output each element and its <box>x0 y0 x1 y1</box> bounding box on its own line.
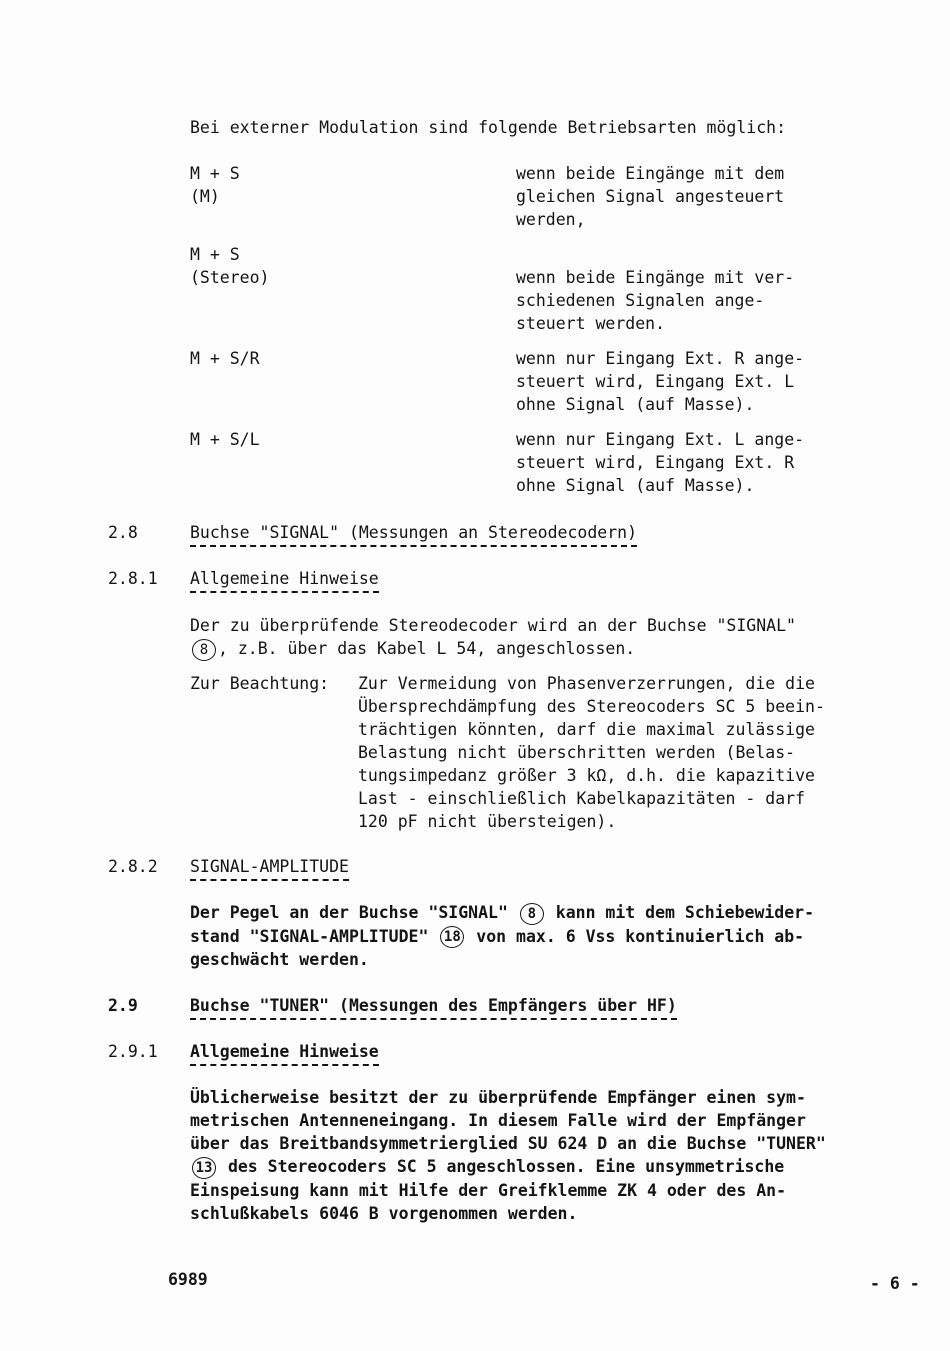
paragraph-2-9-1-line-3: über das Breitbandsymmetrierglied SU 624 D an die Buchse "TUNER" <box>190 1134 826 1153</box>
mode-label-m-s-l: M + S/L <box>190 430 260 449</box>
paragraph-2-8-2-text-4: von max. 6 Vss kontinuierlich ab- <box>476 926 805 946</box>
paragraph-2-8-2-text-3: stand "SIGNAL-AMPLITUDE" <box>190 926 429 946</box>
callout-18-icon: 18 <box>440 926 464 948</box>
section-number-2-9: 2.9 <box>108 996 138 1015</box>
callout-13-icon: 13 <box>192 1157 216 1179</box>
paragraph-2-8-2-text-5: geschwächt werden. <box>190 950 369 969</box>
mode-label-m-s-stereo: M + S (Stereo) <box>190 245 270 287</box>
section-number-2-8-2: 2.8.2 <box>108 857 158 876</box>
paragraph-2-8-2-text-1: Der Pegel an der Buchse "SIGNAL" <box>190 903 508 922</box>
section-title-2-8-2: SIGNAL-AMPLITUDE <box>190 855 349 881</box>
paragraph-2-9-1-line-5: Einspeisung kann mit Hilfe der Greifklemme ZK 4 oder des An- <box>190 1180 787 1200</box>
intro-line: Bei externer Modulation sind folgende Betriebsarten möglich: <box>190 118 787 137</box>
section-title-2-9: Buchse "TUNER" (Messungen des Empfängers über HF) <box>190 994 677 1020</box>
paragraph-2-8-1-line-2: , z.B. über das Kabel L 54, angeschlossen. <box>218 639 636 658</box>
paragraph-2-8-2 <box>190 901 870 971</box>
section-title-2-8-1: Allgemeine Hinweise <box>190 567 379 593</box>
paragraph-2-9-1 <box>190 1086 870 1225</box>
paragraph-2-8-2-text-2: kann mit dem Schiebewider- <box>555 903 815 922</box>
paragraph-2-9-1-line-2: metrischen Antenneneingang. In diesem Falle wird der Empfänger <box>190 1111 806 1130</box>
page-number: - 6 - <box>870 1274 920 1293</box>
note-text: Zur Vermeidung von Phasenverzerrungen, die die Übersprechdämpfung des Stereocoders SC 5 beein- trächtigen könnten, darf die maximal zulässige Belastung nicht überschritten werden (Belas- tungsimpedanz größer 3 kΩ, d.h. die kapazitive Last - einschließlich Kabelkapazitäten - darf 120 pF nicht übersteigen). <box>358 674 825 831</box>
mode-desc-m-s-m: wenn beide Eingänge mit dem gleichen Signal angesteuert werden, <box>516 164 785 229</box>
paragraph-2-9-1-line-4: des Stereocoders SC 5 angeschlossen. Eine unsymmetrische <box>227 1157 785 1176</box>
note-label: Zur Beachtung: <box>190 674 330 693</box>
mode-desc-m-s-l: wenn nur Eingang Ext. L ange- steuert wird, Eingang Ext. R ohne Signal (auf Masse). <box>516 430 805 495</box>
callout-8-icon: 8 <box>192 639 216 661</box>
section-number-2-8-1: 2.8.1 <box>108 569 158 588</box>
section-title-2-9-1: Allgemeine Hinweise <box>190 1040 379 1066</box>
paragraph-2-9-1-line-6: schlußkabels 6046 B vorgenommen werden. <box>190 1203 578 1223</box>
mode-label-m-s-r: M + S/R <box>190 349 260 368</box>
mode-desc-m-s-stereo: wenn beide Eingänge mit ver- schiedenen Signalen ange- steuert werden. <box>516 268 795 333</box>
mode-label-m-s-m: M + S (M) <box>190 164 240 206</box>
paragraph-2-9-1-line-1: Üblicherweise besitzt der zu überprüfende Empfänger einen sym- <box>190 1088 806 1107</box>
paragraph-2-8-1-line-1: Der zu überprüfende Stereodecoder wird an der Buchse "SIGNAL" <box>190 616 796 635</box>
callout-8-icon: 8 <box>520 903 544 925</box>
section-title-2-8: Buchse "SIGNAL" (Messungen an Stereodecodern) <box>190 521 637 547</box>
mode-desc-m-s-r: wenn nur Eingang Ext. R ange- steuert wird, Eingang Ext. L ohne Signal (auf Masse). <box>516 349 805 414</box>
paragraph-2-8-1 <box>190 614 870 661</box>
footer-doc-number: 6989 <box>168 1270 208 1289</box>
section-number-2-9-1: 2.9.1 <box>108 1042 158 1061</box>
section-number-2-8: 2.8 <box>108 523 138 542</box>
